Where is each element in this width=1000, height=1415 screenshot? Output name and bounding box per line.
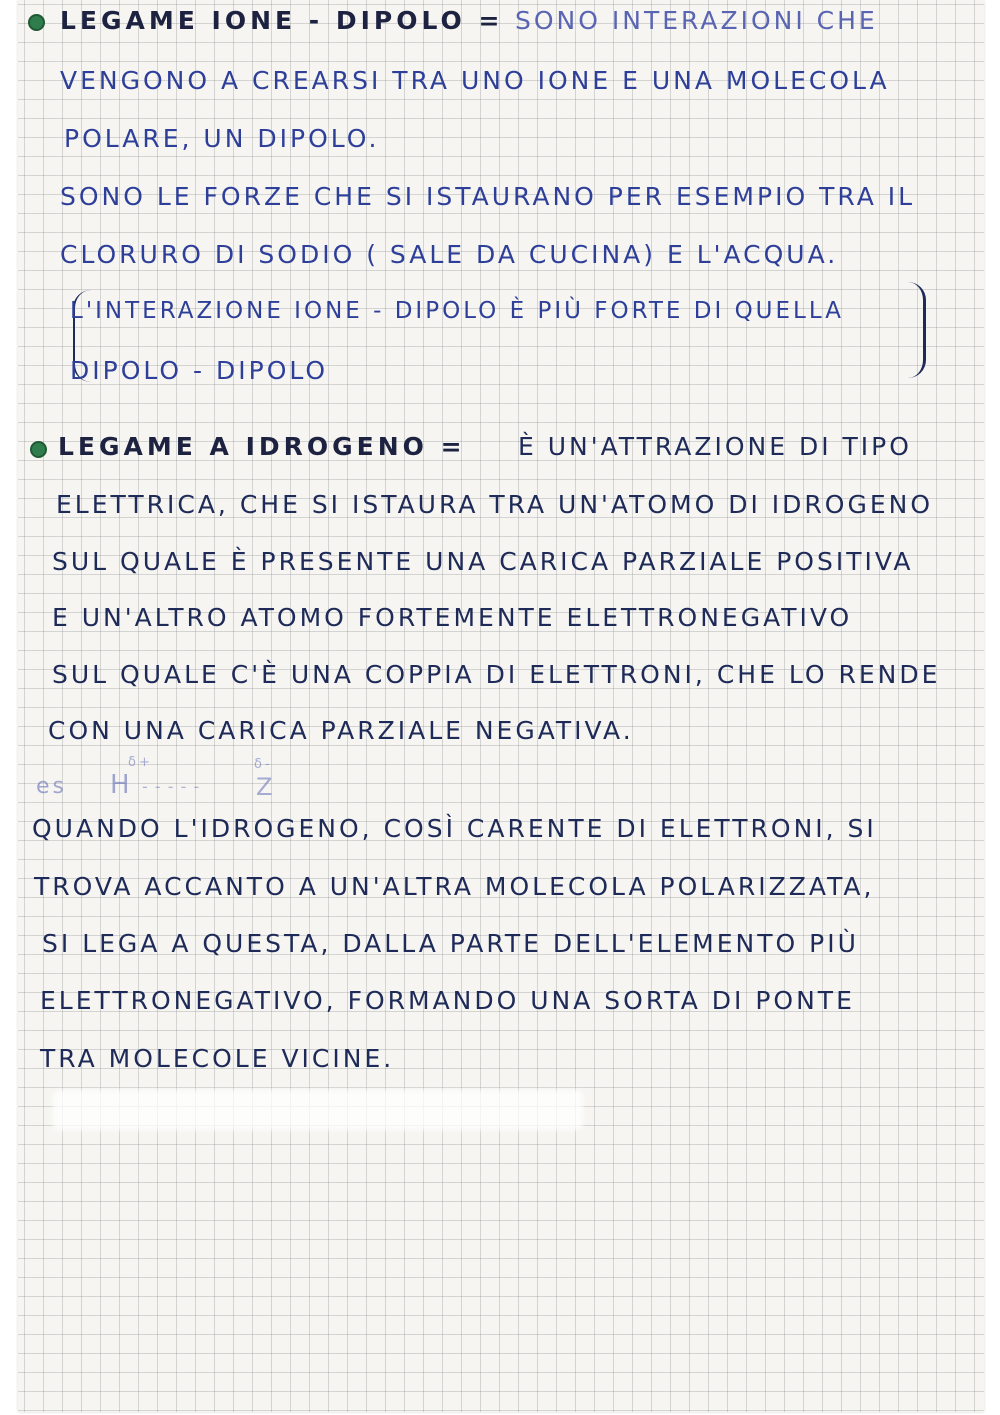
text-line: TRA MOLECOLE VICINE. [40,1044,395,1073]
text-line: SUL QUALE È PRESENTE UNA CARICA PARZIALE POSITIVA [52,547,914,576]
text-line: VENGONO A CREARSI TRA UNO IONE E UNA MOLECOLA [60,66,890,95]
text-line: SONO LE FORZE CHE SI ISTAURANO PER ESEMPIO TRA IL [60,182,916,211]
text-line: QUANDO L'IDROGENO, COSÌ CARENTE DI ELETTRONI, SI [32,814,877,843]
heading-ione-dipolo: LEGAME IONE - DIPOLO = [60,6,504,35]
text-line: L'INTERAZIONE IONE - DIPOLO È PIÙ FORTE DI QUELLA [70,298,844,324]
notebook-page [18,0,984,1412]
text-line: SUL QUALE C'È UNA COPPIA DI ELETTRONI, CHE LO RENDE [52,660,941,689]
example-charge-h: δ+ [128,755,153,770]
erased-area [53,1090,583,1130]
heading-legame-idrogeno: LEGAME A IDROGENO = [58,432,466,461]
right-parenthesis [903,282,926,378]
example-prefix: es [36,774,67,799]
text-line: ELETTRICA, CHE SI ISTAURA TRA UN'ATOMO DI IDROGENO [56,490,934,519]
text-line: SI LEGA A QUESTA, DALLA PARTE DELL'ELEMENTO PIÙ [42,929,859,958]
text-line: CLORURO DI SODIO ( SALE DA CUCINA) E L'ACQUA. [60,240,839,269]
text-line: SONO INTERAZIONI CHE [515,6,878,35]
example-bond: - - - - - [142,777,201,796]
example-atom-z: Z [256,773,276,801]
text-line: POLARE, UN DIPOLO. [64,124,380,153]
text-line: CON UNA CARICA PARZIALE NEGATIVA. [48,716,634,745]
bullet-dot [28,14,45,31]
text-line: E UN'ALTRO ATOMO FORTEMENTE ELETTRONEGATIVO [52,603,853,632]
example-charge-z: δ- [254,757,273,772]
text-line: TROVA ACCANTO A UN'ALTRA MOLECOLA POLARIZZATA, [34,872,875,901]
text-line: È UN'ATTRAZIONE DI TIPO [518,432,912,461]
example-atom-h: H [110,770,133,800]
text-line: DIPOLO - DIPOLO [70,356,329,385]
bullet-dot [30,441,47,458]
text-line: ELETTRONEGATIVO, FORMANDO UNA SORTA DI PONTE [40,986,855,1015]
